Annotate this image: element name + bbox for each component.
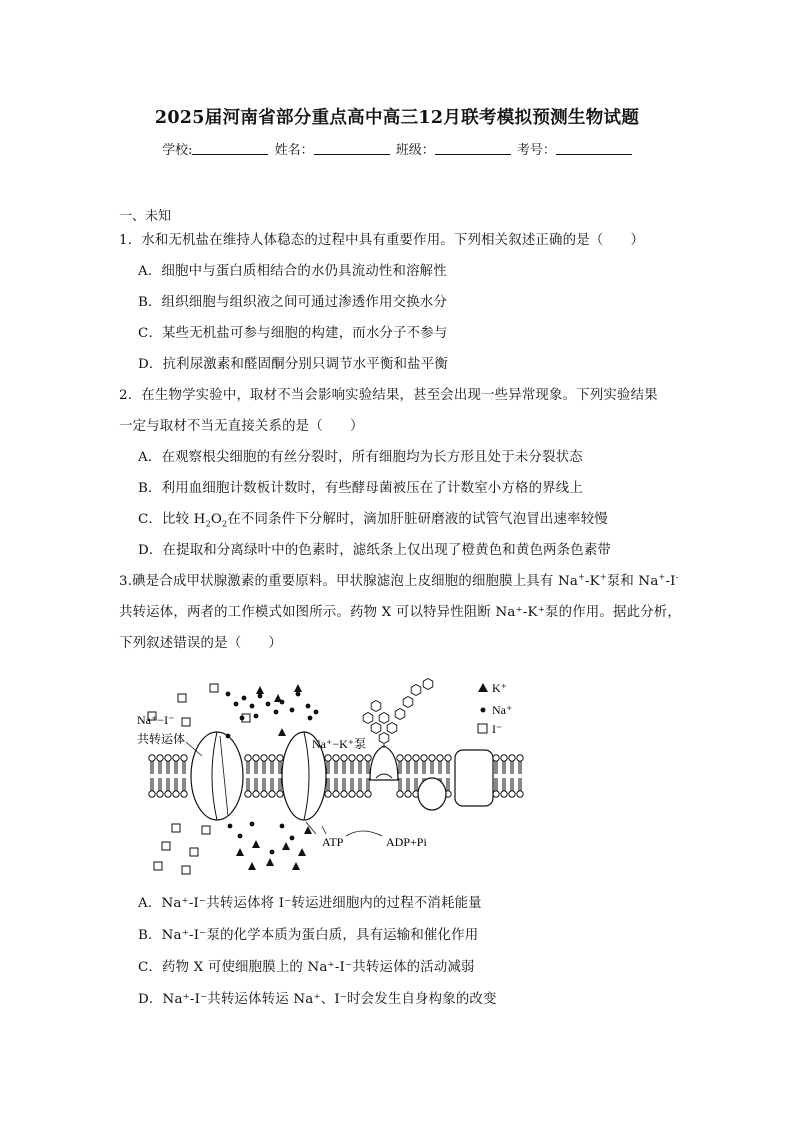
- sugar-hexagon: [423, 679, 433, 690]
- q2-option-a[interactable]: A．在观察根尖细胞的有丝分裂时，所有细胞均为长方形且处于未分裂状态: [138, 450, 583, 465]
- sugar-hexagon: [395, 709, 405, 720]
- lipid-tail-top: [351, 761, 353, 774]
- lipid-head-bottom: [261, 791, 267, 797]
- lipid-tail-bottom: [151, 778, 153, 791]
- potassium-ion: [266, 858, 274, 866]
- sodium-ion: [274, 710, 279, 715]
- sodium-ion: [290, 708, 295, 713]
- iodide-ion: [172, 824, 180, 832]
- lipid-head-bottom: [253, 791, 259, 797]
- q3-l1d: -I: [665, 574, 676, 589]
- potassium-ion: [252, 840, 260, 848]
- lipid-head-bottom: [173, 791, 179, 797]
- lipid-head-top: [173, 755, 179, 761]
- atp-arrow: [346, 831, 382, 836]
- iodide-ion: [210, 684, 218, 692]
- potassium-ion: [274, 694, 282, 702]
- legend-i: I⁻: [492, 722, 503, 736]
- potassium-ion: [292, 862, 300, 870]
- iodide-ion: [178, 694, 186, 702]
- sodium-ion: [308, 716, 313, 721]
- lipid-head-top: [517, 755, 523, 761]
- lipid-tail-bottom: [263, 778, 265, 791]
- q3-l1a: 3.碘是合成甲状腺激素的重要原料。甲状腺滤泡上皮细胞的细胞膜上具有 Na: [119, 574, 579, 589]
- sodium-ion: [306, 704, 311, 709]
- lipid-head-bottom: [333, 791, 339, 797]
- lipid-tail-top: [175, 761, 177, 774]
- lipid-tail-top: [415, 761, 417, 774]
- sodium-ion: [258, 694, 263, 699]
- lipid-head-bottom: [269, 791, 275, 797]
- lipid-head-bottom: [501, 791, 507, 797]
- q1-option-c[interactable]: C．某些无机盐可参与细胞的构建，而水分子不参与: [138, 326, 448, 341]
- q3-stem-line1: [119, 570, 679, 589]
- q2-stem-line2: 一定与取材不当无直接关系的是（ ）: [119, 419, 364, 434]
- lipid-tail-top: [327, 761, 329, 774]
- lipid-head-top: [157, 755, 163, 761]
- lipid-tail-top: [151, 761, 153, 774]
- channel-protein: [455, 750, 493, 806]
- q3-stem-line3: 下列叙述错误的是（ ）: [119, 636, 283, 651]
- lipid-tail-top: [367, 761, 369, 774]
- sodium-ion: [228, 824, 233, 829]
- lipid-tail-top: [447, 761, 449, 774]
- potassium-ion: [236, 848, 244, 856]
- potassium-ion: [298, 848, 306, 856]
- lipid-head-top: [501, 755, 507, 761]
- lipid-tail-bottom: [327, 778, 329, 791]
- sugar-hexagon: [363, 713, 373, 724]
- q2c-post: 在不同条件下分解时，滴加肝脏研磨液的试管气泡冒出速率较慢: [227, 512, 608, 527]
- lipid-head-top: [429, 755, 435, 761]
- iodide-ion: [182, 866, 190, 874]
- sodium-ion: [226, 692, 231, 697]
- lipid-tail-top: [503, 761, 505, 774]
- sodium-ion: [296, 692, 301, 697]
- lipid-tail-top: [183, 761, 185, 774]
- lipid-tail-top: [399, 761, 401, 774]
- lipid-tail-bottom: [335, 778, 337, 791]
- legend-na: Na⁺: [492, 703, 513, 717]
- lipid-tail-bottom: [503, 778, 505, 791]
- iodide-ion: [154, 862, 162, 870]
- lipid-head-top: [445, 755, 451, 761]
- iodide-ion: [182, 718, 190, 726]
- lipid-head-bottom: [365, 791, 371, 797]
- lipid-tail-bottom: [511, 778, 513, 791]
- lipid-head-bottom: [157, 791, 163, 797]
- q2-option-d[interactable]: D．在提取和分离绿叶中的色素时，滤纸条上仅出现了橙黄色和黄色两条色素带: [138, 543, 612, 558]
- potassium-ion: [278, 728, 286, 736]
- lipid-head-top: [269, 755, 275, 761]
- q3-sup1: +: [578, 572, 585, 582]
- lipid-tail-top: [167, 761, 169, 774]
- legend-i-symbol: [478, 724, 487, 733]
- lipid-tail-top: [255, 761, 257, 774]
- q3-stem-line2: 共转运体，两者的工作模式如图所示。药物 X 可以特异性阻断 Na⁺-K⁺泵的作用。据此分析，: [119, 605, 681, 620]
- sodium-ion: [280, 824, 285, 829]
- q3-option-d[interactable]: D．Na⁺-I⁻共转运体转运 Na⁺、I⁻时会发生自身构象的改变: [138, 992, 497, 1007]
- lipid-tail-top: [431, 761, 433, 774]
- peripheral-protein: [418, 778, 446, 810]
- lipid-head-top: [405, 755, 411, 761]
- lipid-tail-bottom: [519, 778, 521, 791]
- lipid-tail-bottom: [183, 778, 185, 791]
- q3-sup3: +: [658, 572, 666, 582]
- sugar-hexagon: [403, 697, 413, 708]
- q2-option-b[interactable]: B．利用血细胞计数板计数时，有些酵母菌被压在了计数室小方格的界线上: [138, 481, 583, 496]
- lipid-head-bottom: [509, 791, 515, 797]
- lipid-tail-top: [335, 761, 337, 774]
- q1-stem: 1．水和无机盐在维持人体稳态的过程中具有重要作用。下列相关叙述正确的是（ ）: [119, 233, 645, 248]
- school-blank[interactable]: [192, 142, 268, 155]
- lipid-tail-bottom: [159, 778, 161, 791]
- class-blank[interactable]: [435, 142, 511, 155]
- lipid-head-bottom: [149, 791, 155, 797]
- lipid-head-top: [277, 755, 283, 761]
- iodide-ion: [162, 842, 170, 850]
- q2c-pre: C．比较 H: [138, 512, 206, 527]
- sodium-ion: [240, 716, 245, 721]
- sodium-ion: [254, 714, 259, 719]
- lipid-tail-top: [247, 761, 249, 774]
- lipid-tail-bottom: [359, 778, 361, 791]
- sugar-hexagon: [371, 723, 381, 734]
- sodium-ion: [270, 850, 275, 855]
- potassium-ion: [248, 862, 256, 870]
- lipid-head-bottom: [181, 791, 187, 797]
- q2c-sub2: 2: [222, 519, 228, 529]
- potassium-ion: [256, 686, 264, 694]
- sugar-hexagon: [411, 685, 421, 696]
- sodium-ion: [226, 734, 231, 739]
- lipid-tail-top: [159, 761, 161, 774]
- lipid-tail-top: [343, 761, 345, 774]
- na-i-symporter: [191, 732, 243, 820]
- page-title: 2025届河南省部分重点高中高三12月联考模拟预测生物试题: [154, 108, 640, 128]
- membrane-transport-diagram: [132, 676, 532, 876]
- lipid-head-bottom: [517, 791, 523, 797]
- legend-k: K⁺: [492, 681, 507, 695]
- q2-option-c[interactable]: [138, 508, 608, 527]
- q1-option-b[interactable]: B．组织细胞与组织液之间可通过渗透作用交换水分: [138, 295, 448, 310]
- sodium-ion: [250, 822, 255, 827]
- iodide-ion: [190, 848, 198, 856]
- sodium-ion: [242, 696, 247, 701]
- lipid-head-top: [325, 755, 331, 761]
- glycoprotein: [370, 746, 398, 780]
- lipid-head-bottom: [405, 791, 411, 797]
- lipid-head-top: [365, 755, 371, 761]
- lipid-tail-top: [495, 761, 497, 774]
- q3-option-a[interactable]: A．Na⁺-I⁻共转运体将 I⁻转运进细胞内的过程不消耗能量: [138, 896, 482, 911]
- q2c-sub: 2: [205, 519, 211, 529]
- lipid-tail-bottom: [367, 778, 369, 791]
- lipid-head-top: [333, 755, 339, 761]
- q3-option-c[interactable]: C．药物 X 可使细胞膜上的 Na⁺-I⁻共转运体的活动减弱: [138, 960, 475, 975]
- lipid-head-top: [437, 755, 443, 761]
- lipid-head-bottom: [493, 791, 499, 797]
- q3-l1c: 泵和 Na: [606, 574, 659, 589]
- lipid-head-top: [245, 755, 251, 761]
- potassium-ion: [294, 684, 302, 692]
- lipid-tail-bottom: [167, 778, 169, 791]
- lipid-tail-bottom: [351, 778, 353, 791]
- lipid-tail-bottom: [175, 778, 177, 791]
- lipid-head-top: [261, 755, 267, 761]
- lipid-head-top: [397, 755, 403, 761]
- section-heading: 一、未知: [119, 209, 172, 224]
- lipid-head-bottom: [341, 791, 347, 797]
- lipid-tail-top: [423, 761, 425, 774]
- student-info-line: [0, 139, 794, 158]
- q1-option-d[interactable]: D．抗利尿激素和醛固酮分别只调节水平衡和盐平衡: [138, 357, 448, 372]
- potassium-ion: [282, 842, 290, 850]
- lipid-tail-bottom: [415, 778, 417, 791]
- symporter-label-2: 共转运体: [137, 732, 186, 746]
- name-blank[interactable]: [314, 142, 390, 155]
- lipid-head-top: [357, 755, 363, 761]
- lipid-tail-top: [519, 761, 521, 774]
- sugar-chain: [363, 679, 433, 749]
- sodium-ion: [238, 834, 243, 839]
- lipid-head-bottom: [245, 791, 251, 797]
- lipid-tail-top: [439, 761, 441, 774]
- symporter-label-1: Na⁺−I⁻: [137, 713, 175, 727]
- lipid-head-top: [413, 755, 419, 761]
- q2-stem-line1: 2．在生物学实验中，取材不当会影响实验结果，甚至会出现一些异常现象。下列实验结果: [119, 388, 658, 403]
- lipid-tail-top: [279, 761, 281, 774]
- sugar-hexagon: [371, 701, 381, 712]
- atp-label: ATP: [322, 835, 344, 849]
- lipid-tail-bottom: [247, 778, 249, 791]
- lipid-head-top: [165, 755, 171, 761]
- adp-label: ADP+Pi: [386, 835, 427, 849]
- sodium-ion: [234, 702, 239, 707]
- q3-l1b: -K: [584, 574, 600, 589]
- lipid-tail-bottom: [343, 778, 345, 791]
- legend-k-symbol: [478, 683, 488, 692]
- lipid-tail-bottom: [399, 778, 401, 791]
- lipid-tail-top: [271, 761, 273, 774]
- sugar-hexagon: [379, 733, 389, 744]
- lipid-tail-bottom: [279, 778, 281, 791]
- lipid-head-bottom: [165, 791, 171, 797]
- lipid-tail-bottom: [495, 778, 497, 791]
- lipid-tail-bottom: [447, 778, 449, 791]
- lipid-head-top: [349, 755, 355, 761]
- sodium-ion: [290, 836, 295, 841]
- lipid-head-top: [181, 755, 187, 761]
- lipid-head-bottom: [277, 791, 283, 797]
- lipid-tail-top: [263, 761, 265, 774]
- lipid-head-bottom: [349, 791, 355, 797]
- lipid-head-top: [253, 755, 259, 761]
- lipid-tail-bottom: [407, 778, 409, 791]
- lipid-head-top: [509, 755, 515, 761]
- sugar-hexagon: [379, 713, 389, 724]
- lipid-tail-top: [511, 761, 513, 774]
- legend-na-symbol: [481, 708, 486, 713]
- lipid-head-bottom: [357, 791, 363, 797]
- number-label: 考号：: [516, 143, 556, 158]
- iodide-ion: [202, 826, 210, 834]
- lipid-head-top: [493, 755, 499, 761]
- q3-sup4: -: [675, 572, 679, 582]
- lipid-head-top: [149, 755, 155, 761]
- lipid-tail-top: [407, 761, 409, 774]
- name-label: 姓名：: [274, 143, 314, 158]
- lipid-head-top: [421, 755, 427, 761]
- q3-option-b[interactable]: B．Na⁺-I⁻泵的化学本质为蛋白质，具有运输和催化作用: [138, 928, 479, 943]
- lipid-tail-top: [359, 761, 361, 774]
- lipid-tail-bottom: [255, 778, 257, 791]
- q1-option-a[interactable]: A．细胞中与蛋白质相结合的水仍具流动性和溶解性: [138, 264, 447, 279]
- lipid-head-bottom: [397, 791, 403, 797]
- number-blank[interactable]: [556, 142, 632, 155]
- q3-sup2: +: [599, 572, 607, 582]
- sodium-ion: [266, 702, 271, 707]
- school-label: 学校:: [162, 143, 193, 158]
- sugar-hexagon: [387, 723, 397, 734]
- sodium-ion: [314, 710, 319, 715]
- lipid-tail-bottom: [271, 778, 273, 791]
- q2c-o: O: [210, 512, 223, 527]
- pump-label: Na⁺−K⁺泵: [312, 737, 367, 751]
- lipid-head-top: [341, 755, 347, 761]
- class-label: 班级：: [395, 143, 435, 158]
- lipid-head-bottom: [325, 791, 331, 797]
- sodium-ion: [250, 704, 255, 709]
